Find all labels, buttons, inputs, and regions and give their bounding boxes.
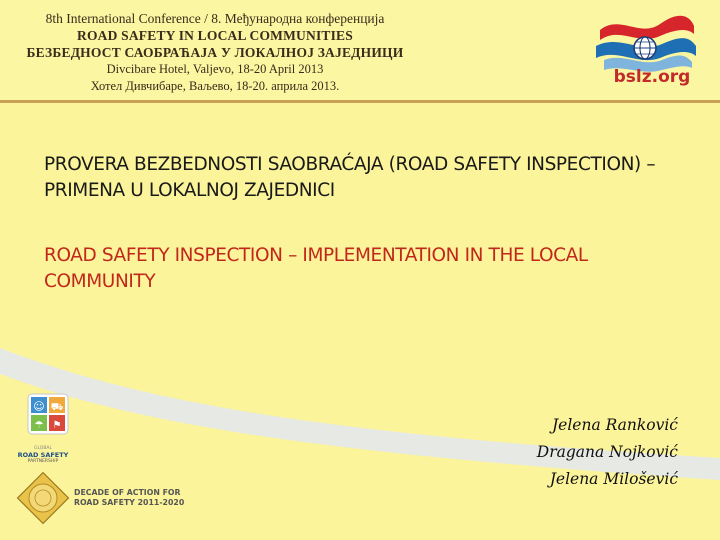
decade-line-1: DECADE OF ACTION FOR <box>74 488 181 497</box>
author-list <box>537 412 678 493</box>
author-name: Jelena Ranković <box>551 416 678 434</box>
conference-name-en: ROAD SAFETY IN LOCAL COMMUNITIES <box>77 28 353 43</box>
decade-line-2: ROAD SAFETY 2011-2020 <box>74 498 185 507</box>
conference-venue-sr: Хотел Дивчибаре, Ваљево, 18-20. априла 2013. <box>90 79 340 93</box>
conference-venue-en: Divcibare Hotel, Valjevo, 18-20 April 2013 <box>106 62 324 76</box>
conference-info <box>0 10 430 95</box>
decade-of-action-text <box>74 488 194 508</box>
svg-text:☺: ☺ <box>33 400 45 413</box>
grsp-line-1: GLOBAL <box>33 446 53 451</box>
bslz-logo-text: bslz.org <box>613 67 691 87</box>
globe-icon <box>634 37 656 59</box>
svg-text:⛟: ⛟ <box>50 402 64 413</box>
grsp-line-3: PARTNERSHIP <box>27 459 59 464</box>
slide-title-serbian: PROVERA BEZBEDNOSTI SAOBRAĆAJA (ROAD SAFETY INSPECTION) – PRIMENA U LOKALNOJ ZAJEDNICI <box>44 154 656 201</box>
slide-title-english: ROAD SAFETY INSPECTION – IMPLEMENTATION IN THE LOCAL COMMUNITY <box>44 245 588 292</box>
conference-name-sr: БЕЗБЕДНОСТ САОБРАЋАЈА У ЛОКАЛНОЈ ЗАЈЕДНИЦИ <box>26 45 404 60</box>
author-name: Jelena Milošević <box>549 470 678 488</box>
conference-number: 8th International Conference / 8. Међународна конференција <box>45 11 385 26</box>
author-name: Dragana Nojković <box>536 443 678 461</box>
svg-text:☂: ☂ <box>34 420 44 431</box>
grsp-line-2: ROAD SAFETY <box>17 451 69 459</box>
header-divider <box>0 100 720 103</box>
grsp-logo-text <box>12 446 74 464</box>
bslz-red-wave-icon <box>600 16 694 40</box>
decade-of-action-logo <box>16 470 70 526</box>
svg-text:⚑: ⚑ <box>52 420 62 431</box>
